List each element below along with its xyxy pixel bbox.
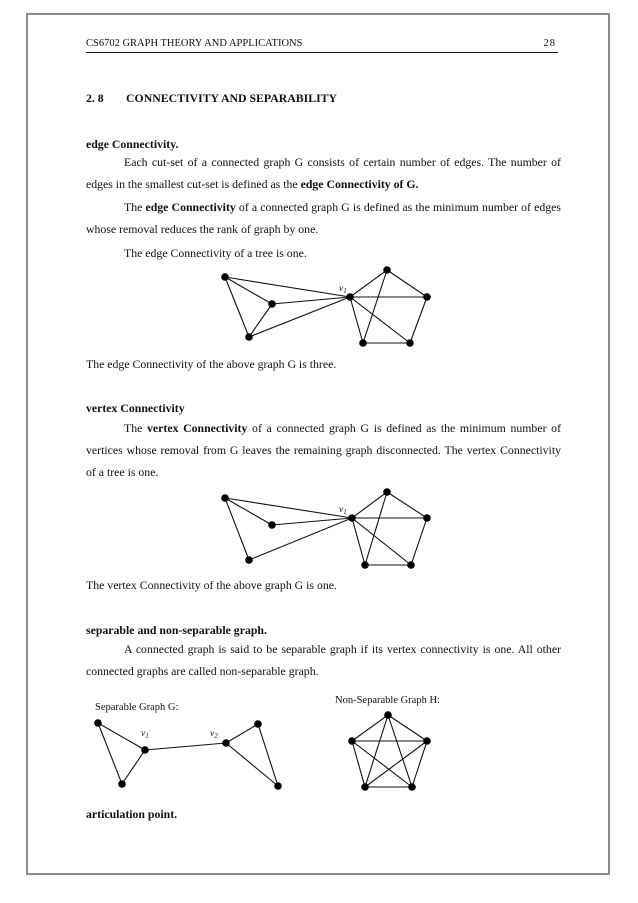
graph-vertex [383,488,391,496]
edge-p2-bold: edge Connectivity [145,200,236,214]
separable-paragraph [86,639,561,683]
graph-edge [225,498,249,560]
graph-edge [365,492,387,565]
graph-vertex [408,783,416,791]
graph-edge [122,750,145,784]
graph-2 [221,488,431,569]
graph-vertex [423,293,431,301]
vertex-label-v1: $v_1$ [339,505,347,516]
graph-vertex [274,782,282,790]
graph-vertex [361,561,369,569]
edge-connectivity-heading: edge Connectivity. [86,137,179,151]
vertex-connectivity-caption: The vertex Connectivity of the above graph G is one. [86,578,337,592]
graph-vertex [245,333,253,341]
graph-edge [410,297,427,343]
edge-p1-text: Each cut-set of a connected graph G consists of certain number of edges. The number of edges in the smallest cut-set is defined as the [86,155,561,191]
graph-edge [388,715,427,741]
separable-heading: separable and non-separable graph. [86,623,267,637]
graph-edge [350,297,410,343]
graph-vertex [118,780,126,788]
section-title: CONNECTIVITY AND SEPARABILITY [126,91,338,105]
graph-vertex [383,266,391,274]
header-title: CS6702 GRAPH THEORY AND APPLICATIONS [86,38,303,49]
vertex-connectivity-paragraph [86,418,561,483]
graph-edge [249,518,352,560]
graph-edge [352,741,365,787]
graph-edge [365,741,427,787]
graph-vertex [423,737,431,745]
graph-vertex [245,556,253,564]
graph-edge [98,723,145,750]
edge-p2-text-a: The [124,200,146,214]
vertex-p1-text-b: of a connected graph G is defined as the minimum number of vertices whose removal from G leaves the remaining graph disconnected. The vertex Connectivity of a tree is one. [86,421,562,479]
graph-edge [352,518,411,565]
graph-edge [272,518,352,525]
edge-connectivity-caption: The edge Connectivity of the above graph G is three. [86,357,337,371]
graph-vertex [406,339,414,347]
graph-vertex [423,514,431,522]
graph-edge [352,741,412,787]
vertex-connectivity-heading: vertex Connectivity [86,401,185,415]
graph-edge [388,715,412,787]
non-separable-graph-label: Non-Separable Graph H: [335,695,440,706]
graph-edge [249,297,350,337]
section-number: 2. 8 [86,91,104,105]
graph-vertex [268,300,276,308]
vertex-p1-text-a: The [124,421,148,435]
graph-vertex [407,561,415,569]
header-page-number: 28 [543,38,556,49]
graph-vertex-v1 [141,746,149,754]
graph-edge [387,270,427,297]
graph-edge [365,715,388,787]
graph-edge [258,724,278,786]
graph-edge [352,715,388,741]
graph-vertex [359,339,367,347]
graph-separable-g [94,702,282,790]
graph-edge [272,297,350,304]
graph-edge [352,492,387,518]
graph-edge [225,277,249,337]
graph-edge [98,723,122,784]
edge-p2-text-b: of a connected graph G is defined as the minimum number of edges whose removal reduces the rank of graph by one. [86,200,561,236]
graph-vertex [384,711,392,719]
graph-vertex [268,521,276,529]
graph-edge [350,270,387,297]
graph-vertex-v1 [346,293,354,301]
separable-p1-text: A connected graph is said to be separable graph if its vertex connectivity is one. All other connected graphs are called non-separable graph. [86,642,561,678]
graph-non-separable-h [335,695,440,791]
graph-edge [225,277,350,297]
graph-edge [363,270,387,343]
graph-edge [387,492,427,518]
graph-edge [145,743,226,750]
graph-edge [412,741,427,787]
edge-p1-bold: edge Connectivity of G. [300,176,419,191]
graph-vertex-v2 [222,739,230,747]
graph-vertex [221,494,229,502]
articulation-heading: articulation point. [86,807,178,821]
vertex-label-v2: $v_2$ [210,729,218,740]
graph-edge [226,724,258,743]
graph-1 [221,266,431,347]
separable-graph-label: Separable Graph G: [95,702,179,713]
graph-vertex [348,737,356,745]
edge-p3: The edge Connectivity of a tree is one. [124,246,307,260]
vertex-label-v1: $v_1$ [141,729,149,740]
graph-edge [350,297,363,343]
graph-edge [411,518,427,565]
vertex-p1-bold: vertex Connectivity [147,421,248,435]
graph-vertex [361,783,369,791]
graph-edge [226,743,278,786]
graph-edge [352,518,365,565]
graph-vertex-v1 [348,514,356,522]
graph-edge [225,498,352,518]
graph-vertex [254,720,262,728]
vertex-label-v1: $v_1$ [339,284,347,295]
graph-vertex [221,273,229,281]
graph-vertex [94,719,102,727]
